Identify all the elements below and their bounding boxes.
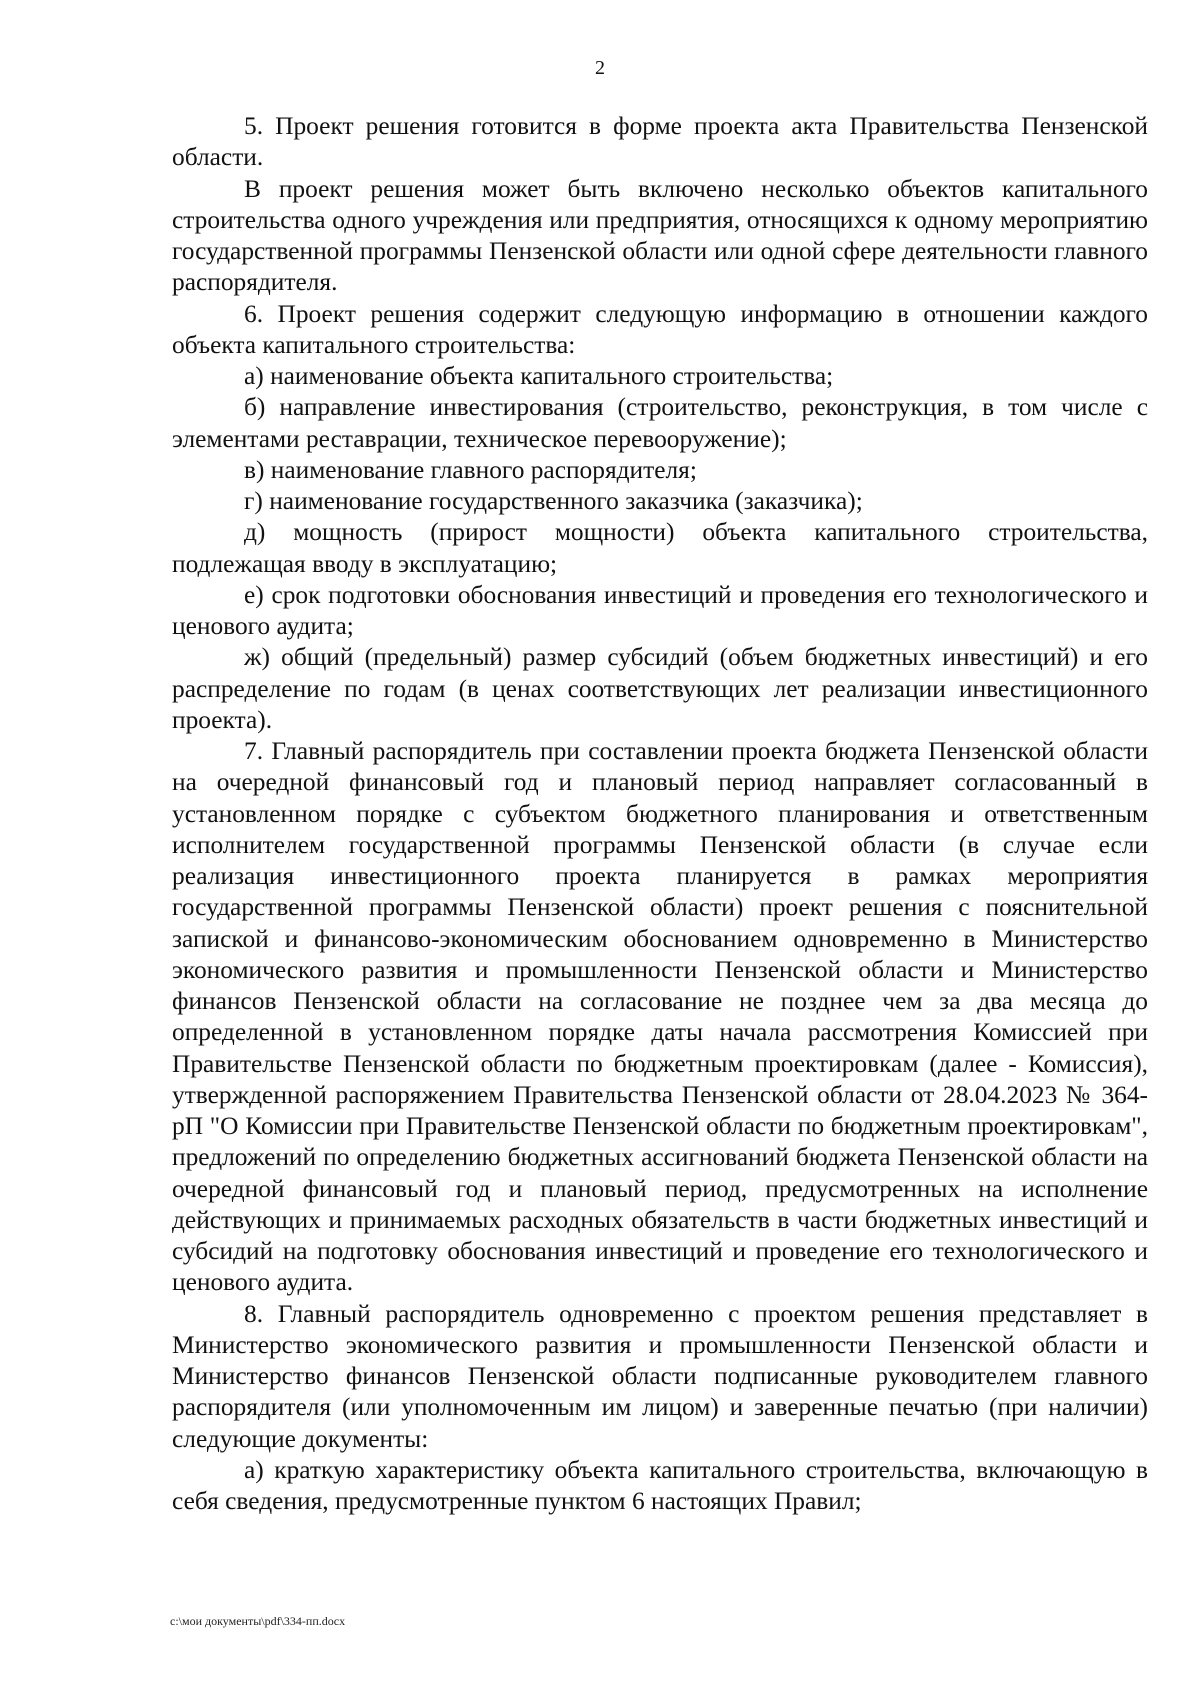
list-item-e: е) срок подготовки обоснования инвестиций и проведения его технологического и ценового аудита; <box>172 580 1148 640</box>
page-number: 2 <box>595 57 605 79</box>
list-item-v: в) наименование главного распорядителя; <box>244 455 697 484</box>
document-body <box>172 111 1148 1517</box>
list-item-d: д) мощность (прирост мощности) объекта капитального строительства, подлежащая вводу в эксплуатацию; <box>172 518 1148 578</box>
list-item-b: б) направление инвестирования (строительство, реконструкция, в том числе с элементами реставрации, техническое перевооружение); <box>172 393 1148 453</box>
list-item-a: а) наименование объекта капитального строительства; <box>244 362 834 390</box>
paragraph-8: 8. Главный распорядитель одновременно с проектом решения представляет в Министерство экономического развития и промышленности Пензенской области и Министерство финансов Пензенской области подписанные руководителем главного распорядителя (или уполномоченным им лицом) и заверенные печатью (при наличии) следующие документы: <box>172 1299 1148 1453</box>
list-item-a-2: а) краткую характеристику объекта капитального строительства, включающую в себя сведения, предусмотренные пунктом 6 настоящих Правил; <box>172 1455 1148 1515</box>
paragraph-5: 5. Проект решения готовится в форме проекта акта Правительства Пензенской области. <box>172 112 1148 172</box>
list-item-g: г) наименование государственного заказчика (заказчика); <box>244 487 863 515</box>
footer-file-path: c:\мои документы\pdf\334-пп.docx <box>170 1614 346 1628</box>
paragraph-6: 6. Проект решения содержит следующую информацию в отношении каждого объекта капитального строительства: <box>172 299 1148 359</box>
paragraph-7: 7. Главный распорядитель при составлении проекта бюджета Пензенской области на очередной финансовый год и плановый период направляет согласованный в установленном порядке с субъектом бюджетного планирования и ответственным исполнителем государственной программы Пензенской области (в случае если реализация инвестиционного проекта планируется в рамках мероприятия государственной программы Пензенской области) проект решения с пояснительной запиской и финансово-экономическим обоснованием одновременно в Министерство экономического развития и промышленности Пензенской области и Министерство финансов Пензенской области на согласование не позднее чем за два месяца до определенной в установленном порядке даты начала рассмотрения Комиссией при Правительстве Пензенской области по бюджетным проектировкам (далее - Комиссия), утвержденной распоряжением Правительства Пензенской области от 28.04.2023 № 364-рП "О Комиссии при Правительстве Пензенской области по бюджетным проектировкам", предложений по определению бюджетных ассигнований бюджета Пензенской области на очередной финансовый год и плановый период, предусмотренных на исполнение действующих и принимаемых расходных обязательств в части бюджетных инвестиций и субсидий на подготовку обоснования инвестиций и проведение его технологического и ценового аудита. <box>172 737 1148 1297</box>
paragraph-5-continuation: В проект решения может быть включено несколько объектов капитального строительства одного учреждения или предприятия, относящихся к одному мероприятию государственной программы Пензенской области или одной сфере деятельности главного распорядителя. <box>172 174 1148 297</box>
list-item-zh: ж) общий (предельный) размер субсидий (объем бюджетных инвестиций) и его распределение по годам (в ценах соответствующих лет реализации инвестиционного проекта). <box>172 643 1148 734</box>
